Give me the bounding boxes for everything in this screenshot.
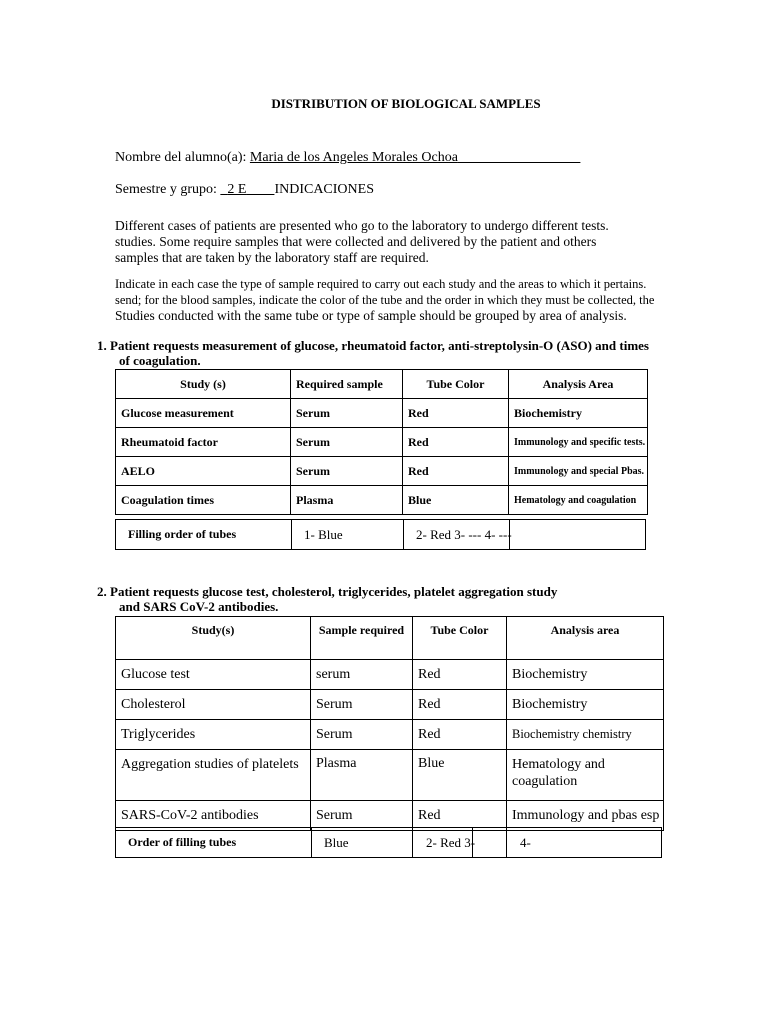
page-title: DISTRIBUTION OF BIOLOGICAL SAMPLES xyxy=(271,96,541,111)
cell-area: Biochemistry xyxy=(509,399,648,428)
q2-fill-3: 4- xyxy=(520,835,531,850)
cell-sample: Serum xyxy=(291,457,403,486)
cell-study: Glucose test xyxy=(116,660,311,690)
cell-area: Biochemistry xyxy=(507,660,664,690)
table-header-row xyxy=(116,617,664,660)
cell-study: Rheumatoid factor xyxy=(116,428,291,457)
divider xyxy=(311,828,312,857)
header-study: Study (s) xyxy=(116,370,291,399)
cell-study: AELO xyxy=(116,457,291,486)
q1-fill-label: Filling order of tubes xyxy=(128,527,237,541)
q1-title: 1. Patient requests measurement of glucose, rheumatoid factor, anti-streptolysin-O (ASO) and times of coagulation. xyxy=(97,338,649,368)
cell-tube-color: Red xyxy=(403,428,509,457)
cell-area: Biochemistry xyxy=(507,690,664,720)
cell-study: SARS-CoV-2 antibodies xyxy=(116,801,311,831)
table-row xyxy=(116,801,664,831)
student-name-label: Nombre del alumno(a): xyxy=(115,150,247,165)
divider xyxy=(472,828,473,857)
cell-study: Cholesterol xyxy=(116,690,311,720)
divider xyxy=(403,520,404,549)
q2-table xyxy=(115,616,664,831)
table-row xyxy=(116,750,664,801)
cell-tube-color: Red xyxy=(403,457,509,486)
table-row xyxy=(116,428,648,457)
header-area: Analysis Area xyxy=(509,370,648,399)
table-header-row xyxy=(116,370,648,399)
q2-title: 2. Patient requests glucose test, cholesterol, triglycerides, platelet aggregation study and SARS CoV-2 antibodies. xyxy=(97,584,558,614)
group-label: Semestre y grupo: xyxy=(115,182,217,197)
divider xyxy=(412,828,413,857)
cell-sample: Serum xyxy=(311,690,413,720)
cell-tube-color: Red xyxy=(403,399,509,428)
table-row xyxy=(116,690,664,720)
cell-sample: Serum xyxy=(291,399,403,428)
student-name-value: Maria de los Angeles Morales Ochoa xyxy=(249,150,458,165)
cell-sample: Plasma xyxy=(291,486,403,515)
table-row xyxy=(116,720,664,750)
cell-tube-color: Red xyxy=(413,690,507,720)
q1-fill-order-row xyxy=(115,519,646,550)
q2-fill-2: 2- Red 3- xyxy=(426,835,476,850)
header-sample: Required sample xyxy=(291,370,403,399)
q1-fill-2: 2- Red 3- --- 4- --- xyxy=(416,527,512,542)
cell-area: Hematology and coagulation xyxy=(509,486,648,515)
cell-sample: Plasma xyxy=(311,750,413,801)
indicaciones-label: INDICACIONES xyxy=(274,182,374,197)
cell-area: Immunology and specific tests. xyxy=(509,428,648,457)
cell-area: Immunology and special Pbas. xyxy=(509,457,648,486)
cell-sample: serum xyxy=(311,660,413,690)
intro-paragraph-1: Different cases of patients are presented who go to the laboratory to undergo different tests. studies. Some require samples that were collected and delivered by the patient and others samples that are taken by the laboratory staff are required. xyxy=(115,218,609,265)
cell-sample: Serum xyxy=(311,720,413,750)
cell-study: Triglycerides xyxy=(116,720,311,750)
divider xyxy=(506,828,507,857)
header-sample: Sample required xyxy=(311,617,413,660)
intro-paragraph-2: Indicate in each case the type of sample required to carry out each study and the areas to which it pertains. send; for the blood samples, indicate the color of the tube and the order in which they must be collected, the Studies conducted with the same tube or type of sample should be grouped by area of analysis. xyxy=(115,277,655,323)
cell-study: Glucose measurement xyxy=(116,399,291,428)
group-value: 2 E xyxy=(227,182,247,197)
table-row xyxy=(116,660,664,690)
q1-table xyxy=(115,369,648,515)
cell-tube-color: Red xyxy=(413,801,507,831)
cell-study: Coagulation times xyxy=(116,486,291,515)
cell-area: Immunology and pbas esp xyxy=(507,801,664,831)
header-tube-color: Tube Color xyxy=(413,617,507,660)
q2-fill-1: Blue xyxy=(324,835,349,850)
cell-tube-color: Blue xyxy=(413,750,507,801)
table-row xyxy=(116,457,648,486)
group-line xyxy=(115,182,374,198)
q1-fill-1: 1- Blue xyxy=(304,527,343,542)
cell-sample: Serum xyxy=(291,428,403,457)
table-row xyxy=(116,399,648,428)
student-name-line xyxy=(115,150,580,166)
q2-fill-order-row xyxy=(115,827,662,858)
header-area: Analysis area xyxy=(507,617,664,660)
cell-sample: Serum xyxy=(311,801,413,831)
cell-tube-color: Blue xyxy=(403,486,509,515)
header-tube-color: Tube Color xyxy=(403,370,509,399)
cell-tube-color: Red xyxy=(413,720,507,750)
cell-area: Biochemistry chemistry xyxy=(507,720,664,750)
cell-tube-color: Red xyxy=(413,660,507,690)
divider xyxy=(291,520,292,549)
q2-fill-label: Order of filling tubes xyxy=(128,835,237,849)
cell-study: Aggregation studies of platelets xyxy=(116,750,311,801)
header-study: Study(s) xyxy=(116,617,311,660)
table-row xyxy=(116,486,648,515)
cell-area: Hematology and coagulation xyxy=(507,750,664,801)
divider xyxy=(509,520,510,549)
